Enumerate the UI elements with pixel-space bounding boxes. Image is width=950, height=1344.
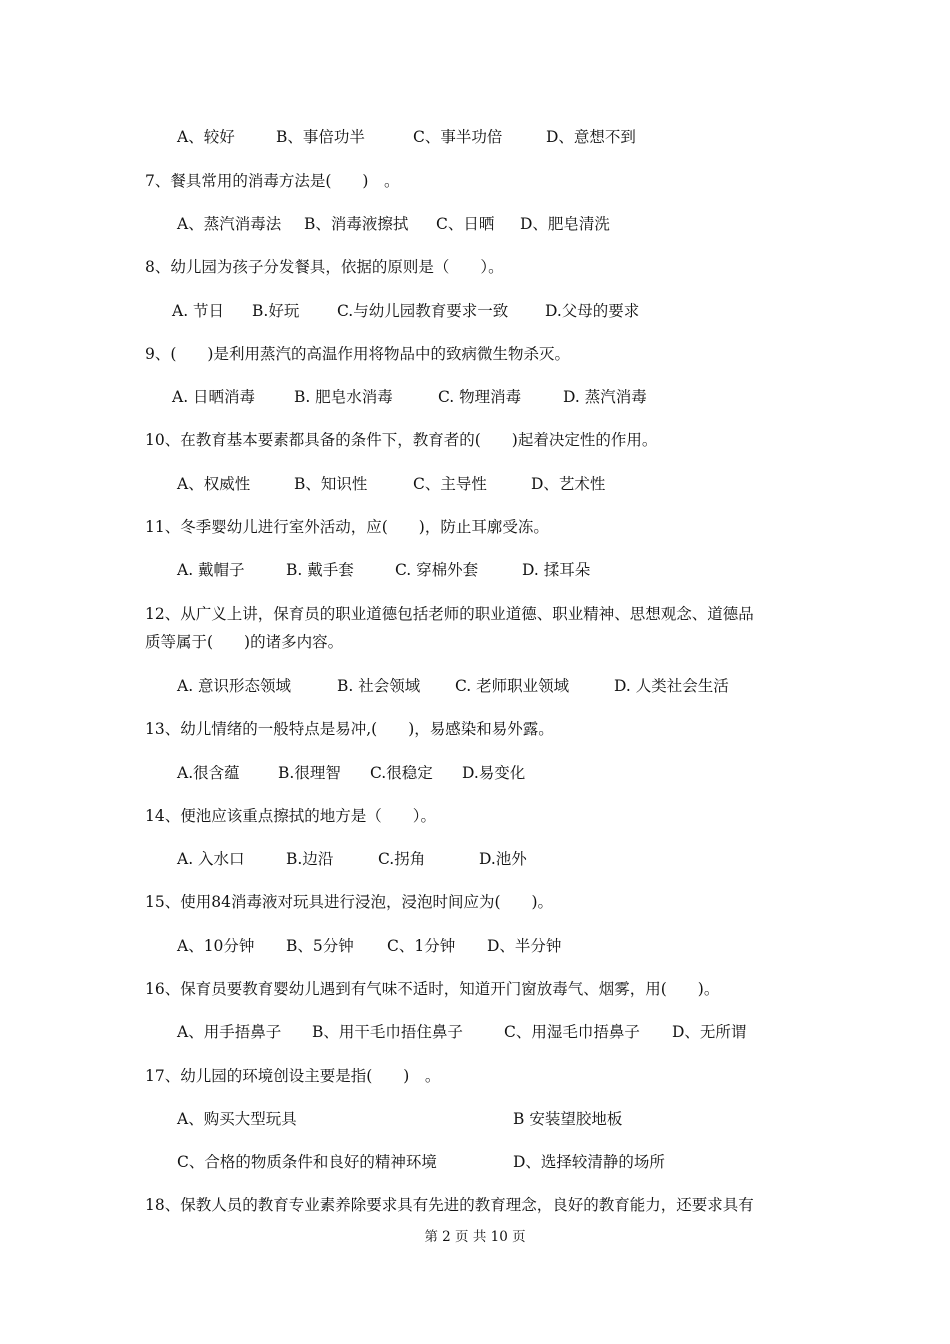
option-a: A、购买大型玩具 (177, 1110, 297, 1128)
option-d: D.易变化 (462, 764, 526, 782)
option-d: D. 揉耳朵 (522, 561, 591, 579)
option-a: A、蒸汽消毒法 (177, 215, 282, 233)
option-a: A. 入水口 (177, 850, 245, 868)
option-c: C.很稳定 (370, 764, 433, 782)
question-8-text: 8、幼儿园为孩子分发餐具，依据的原则是（ ）。 (145, 258, 504, 276)
question-7-text: 7、餐具常用的消毒方法是( ) 。 (145, 172, 400, 190)
option-c: C.与幼儿园教育要求一致 (337, 302, 509, 320)
option-d: D. 人类社会生活 (614, 677, 729, 695)
question-9-text: 9、( )是利用蒸汽的高温作用将物品中的致病微生物杀灭。 (145, 345, 570, 363)
question-13-text: 13、幼儿情绪的一般特点是易冲,( )，易感染和易外露。 (145, 720, 554, 738)
option-b: B、5分钟 (286, 937, 354, 955)
option-a: A. 意识形态领域 (177, 677, 292, 695)
option-c: C.拐角 (378, 850, 426, 868)
question-12-text: 12、从广义上讲，保育员的职业道德包括老师的职业道德、职业精神、思想观念、道德品 (145, 605, 754, 623)
option-c: C、日晒 (436, 215, 495, 233)
question-12-text-continued: 质等属于( )的诸多内容。 (145, 633, 344, 651)
option-c: C. 穿棉外套 (395, 561, 479, 579)
option-a: A. 戴帽子 (177, 561, 245, 579)
option-d: D. 蒸汽消毒 (563, 388, 647, 406)
option-b: B.边沿 (286, 850, 334, 868)
option-d: D、肥皂清洗 (520, 215, 610, 233)
option-d: D、半分钟 (487, 937, 562, 955)
option-a: A、用手捂鼻子 (177, 1023, 282, 1041)
option-a: A、10分钟 (177, 937, 255, 955)
option-d: D.父母的要求 (545, 302, 640, 320)
option-b: B、用干毛巾捂住鼻子 (312, 1023, 463, 1041)
option-d: D、艺术性 (531, 475, 606, 493)
option-b: B 安装望胶地板 (513, 1110, 623, 1128)
option-d: D、无所谓 (672, 1023, 747, 1041)
option-a: A. 节日 (172, 302, 225, 320)
option-b: B. 戴手套 (286, 561, 354, 579)
option-b: B.很理智 (278, 764, 341, 782)
option-d: D、选择较清静的场所 (513, 1153, 665, 1171)
option-a: A、较好 (177, 128, 235, 146)
question-17-text: 17、幼儿园的环境创设主要是指( ) 。 (145, 1067, 441, 1085)
option-b: B. 社会领域 (337, 677, 421, 695)
question-11-text: 11、冬季婴幼儿进行室外活动，应( )，防止耳廓受冻。 (145, 518, 549, 536)
option-c: C. 物理消毒 (438, 388, 522, 406)
question-14-text: 14、便池应该重点擦拭的地方是（ ）。 (145, 807, 436, 825)
option-b: B. 肥皂水消毒 (294, 388, 393, 406)
option-a: A.很含蕴 (177, 764, 240, 782)
option-b: B、知识性 (294, 475, 368, 493)
question-18-text: 18、保教人员的教育专业素养除要求具有先进的教育理念，良好的教育能力，还要求具有 (145, 1196, 754, 1214)
question-10-text: 10、在教育基本要素都具备的条件下，教育者的( )起着决定性的作用。 (145, 431, 658, 449)
option-c: C、事半功倍 (413, 128, 503, 146)
option-c: C、用湿毛巾捂鼻子 (504, 1023, 640, 1041)
option-c: C. 老师职业领域 (455, 677, 570, 695)
option-b: B.好玩 (252, 302, 300, 320)
page-number-footer: 第 2 页 共 10 页 (424, 1229, 526, 1245)
option-c: C、1分钟 (387, 937, 456, 955)
option-b: B、事倍功半 (276, 128, 365, 146)
option-a: A、权威性 (177, 475, 251, 493)
option-d: D、意想不到 (546, 128, 636, 146)
option-b: B、消毒液擦拭 (304, 215, 409, 233)
question-16-text: 16、保育员要教育婴幼儿遇到有气味不适时，知道开门窗放毒气、烟雾，用( )。 (145, 980, 720, 998)
option-c: C、主导性 (413, 475, 487, 493)
option-d: D.池外 (479, 850, 527, 868)
option-c: C、合格的物质条件和良好的精神环境 (177, 1153, 437, 1171)
question-15-text: 15、使用84消毒液对玩具进行浸泡，浸泡时间应为( )。 (145, 893, 554, 911)
option-a: A. 日晒消毒 (172, 388, 256, 406)
